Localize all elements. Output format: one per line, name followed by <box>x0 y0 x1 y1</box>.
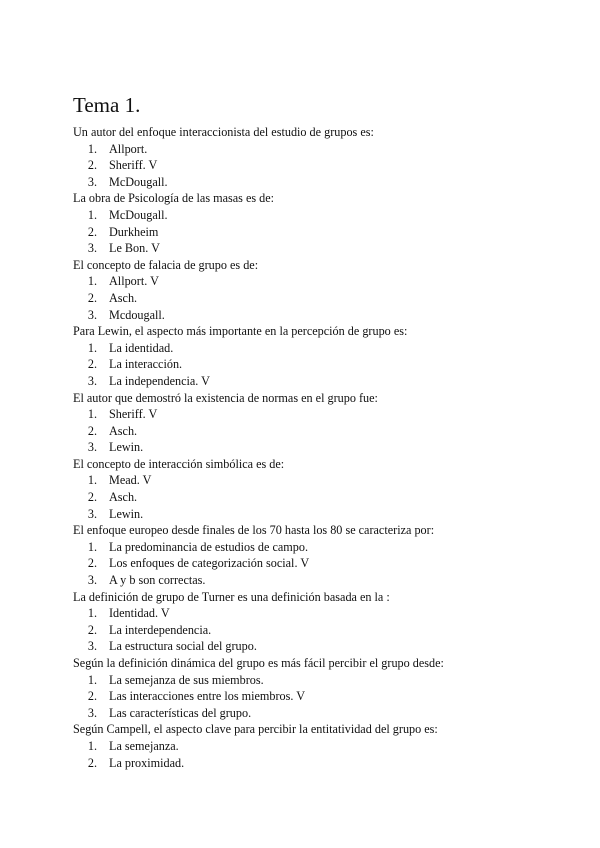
option-list <box>73 273 573 323</box>
option-number: 3. <box>87 506 97 521</box>
option-item <box>73 605 573 622</box>
option-item <box>73 273 573 290</box>
question-text: Según Campell, el aspecto clave para percibir la entitatividad del grupo es: <box>73 722 438 737</box>
option-item <box>73 705 573 722</box>
option-text: Durkheim <box>109 224 159 239</box>
option-item <box>73 356 573 373</box>
option-number: 2. <box>87 224 97 239</box>
option-text: La estructura social del grupo. <box>109 639 257 654</box>
option-item <box>73 340 573 357</box>
option-item <box>73 755 573 772</box>
option-number: 2. <box>87 755 97 770</box>
question-block <box>73 390 573 456</box>
question-text: Un autor del enfoque interaccionista del estudio de grupos es: <box>73 125 374 139</box>
option-item <box>73 406 573 423</box>
option-list <box>73 340 573 390</box>
option-number: 2. <box>87 357 97 372</box>
option-list <box>73 141 573 191</box>
question-text: La definición de grupo de Turner es una definición basada en la : <box>73 589 390 604</box>
option-list <box>73 738 573 771</box>
option-number: 1. <box>87 539 97 554</box>
question-block <box>73 456 573 522</box>
option-text: A y b son correctas. <box>109 573 206 588</box>
option-number: 3. <box>87 573 97 588</box>
option-number: 2. <box>87 556 97 571</box>
option-number: 2. <box>87 622 97 637</box>
option-number: 3. <box>87 174 97 189</box>
option-number: 3. <box>87 705 97 720</box>
question-block <box>73 257 573 323</box>
question-block <box>73 522 573 588</box>
option-text: Los enfoques de categorización social. V <box>109 556 310 571</box>
option-text: La predominancia de estudios de campo. <box>109 539 308 554</box>
option-text: Las interacciones entre los miembros. V <box>109 689 306 704</box>
option-list <box>73 539 573 589</box>
option-number: 1. <box>87 407 97 422</box>
option-number: 3. <box>87 440 97 455</box>
option-item <box>73 207 573 224</box>
option-number: 1. <box>87 274 97 289</box>
option-text: Lewin. <box>109 440 144 455</box>
option-item <box>73 240 573 257</box>
option-list <box>73 207 573 257</box>
option-list <box>73 605 573 655</box>
option-text: La proximidad. <box>109 755 185 770</box>
option-text: Mead. V <box>109 473 152 488</box>
option-number: 2. <box>87 490 97 505</box>
page-title: Tema 1. <box>73 93 141 117</box>
option-item <box>73 738 573 755</box>
option-item <box>73 672 573 689</box>
option-item <box>73 157 573 174</box>
option-item <box>73 506 573 523</box>
option-item <box>73 224 573 241</box>
option-text: Asch. <box>109 290 138 305</box>
option-number: 1. <box>87 473 97 488</box>
option-number: 2. <box>87 423 97 438</box>
option-text: Sheriff. V <box>109 158 158 173</box>
option-text: Le Bon. V <box>109 241 160 256</box>
option-item <box>73 489 573 506</box>
question-text: El enfoque europeo desde finales de los 70 hasta los 80 se caracteriza por: <box>73 523 435 538</box>
option-text: La independencia. V <box>109 373 210 388</box>
option-text: Las características del grupo. <box>109 705 252 720</box>
option-item <box>73 423 573 440</box>
option-item <box>73 638 573 655</box>
question-text: El concepto de interacción simbólica es de: <box>73 456 285 471</box>
option-item <box>73 539 573 556</box>
option-item <box>73 622 573 639</box>
option-item <box>73 307 573 324</box>
option-number: 1. <box>87 207 97 222</box>
option-list <box>73 406 573 456</box>
option-number: 3. <box>87 307 97 322</box>
option-item <box>73 141 573 158</box>
option-text: Sheriff. V <box>109 407 158 422</box>
option-text: McDougall. <box>109 207 168 222</box>
option-item <box>73 688 573 705</box>
question-block <box>73 190 573 256</box>
option-text: Identidad. V <box>109 606 170 621</box>
option-text: Allport. V <box>109 274 159 289</box>
option-number: 3. <box>87 241 97 256</box>
option-text: La semejanza de sus miembros. <box>109 672 264 687</box>
option-text: Allport. <box>109 141 148 156</box>
question-block <box>73 721 573 771</box>
question-block <box>73 655 573 721</box>
option-text: La interacción. <box>109 357 183 372</box>
question-text: Según la definición dinámica del grupo es más fácil percibir el grupo desde: <box>73 656 444 670</box>
question-text: La obra de Psicología de las masas es de: <box>73 191 275 206</box>
option-number: 1. <box>87 340 97 355</box>
option-text: Asch. <box>109 490 138 505</box>
option-item <box>73 373 573 390</box>
option-number: 3. <box>87 639 97 654</box>
option-item <box>73 290 573 307</box>
option-list <box>73 472 573 522</box>
option-number: 2. <box>87 158 97 173</box>
question-block <box>73 323 573 389</box>
option-list <box>73 672 573 722</box>
option-text: McDougall. <box>109 174 168 189</box>
option-text: La identidad. <box>109 340 174 355</box>
question-block <box>73 589 573 655</box>
option-item <box>73 472 573 489</box>
question-text: El concepto de falacia de grupo es de: <box>73 257 259 272</box>
option-item <box>73 439 573 456</box>
option-number: 1. <box>87 738 97 753</box>
option-text: Mcdougall. <box>109 307 165 322</box>
question-text: El autor que demostró la existencia de normas en el grupo fue: <box>73 390 378 405</box>
option-text: La semejanza. <box>109 738 179 753</box>
option-number: 2. <box>87 689 97 704</box>
option-text: Asch. <box>109 423 138 438</box>
option-item <box>73 555 573 572</box>
option-number: 2. <box>87 290 97 305</box>
option-number: 1. <box>87 606 97 621</box>
question-block <box>73 124 573 190</box>
question-text: Para Lewin, el aspecto más importante en la percepción de grupo es: <box>73 324 408 339</box>
question-list <box>73 124 573 771</box>
option-item <box>73 174 573 191</box>
option-number: 1. <box>87 141 97 156</box>
option-text: La interdependencia. <box>109 622 212 637</box>
option-number: 1. <box>87 672 97 687</box>
option-number: 3. <box>87 373 97 388</box>
option-item <box>73 572 573 589</box>
option-text: Lewin. <box>109 506 144 521</box>
